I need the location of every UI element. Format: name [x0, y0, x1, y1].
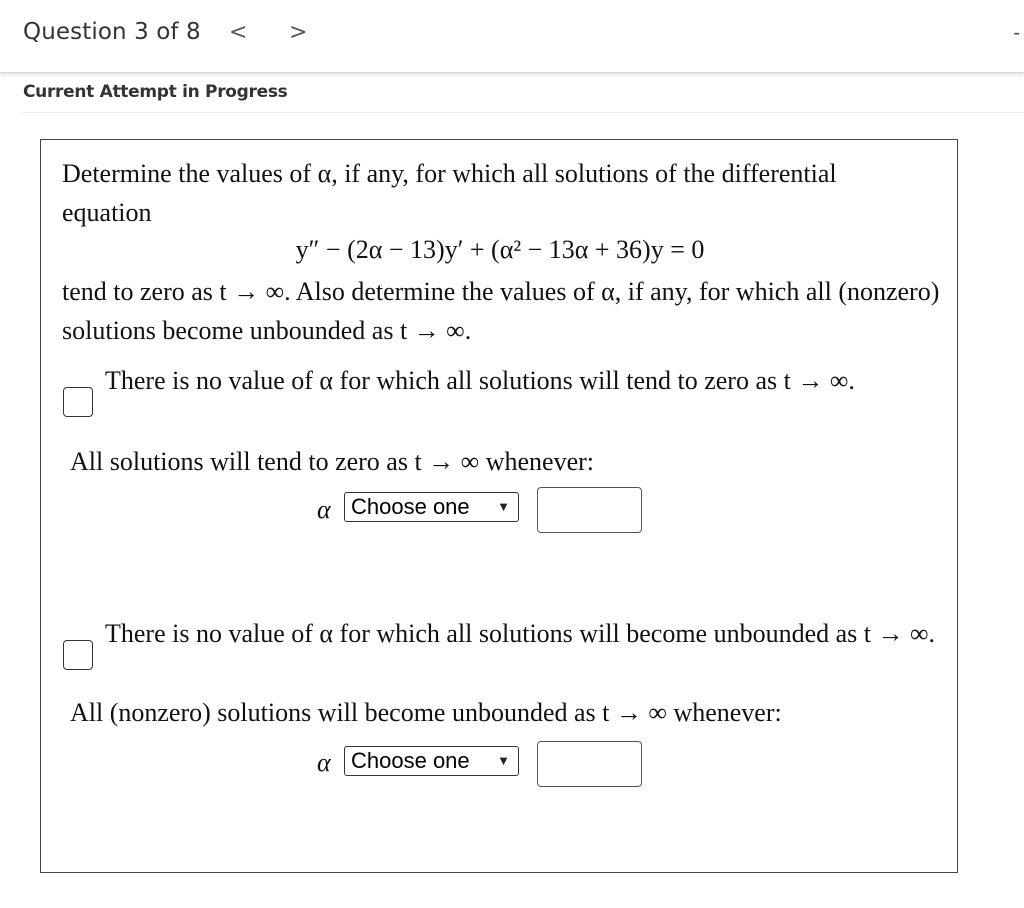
unbounded-relation-select[interactable]	[344, 746, 519, 776]
top-bar	[0, 0, 1024, 73]
no-value-unbounded-label: There is no value of α for which all solutions will become unbounded as t → ∞.	[105, 619, 936, 648]
no-value-zero-label: There is no value of α for which all solutions will tend to zero as t → ∞.	[105, 366, 855, 395]
differential-equation: y″ − (2α − 13)y′ + (α² − 13α + 36)y = 0	[295, 235, 705, 264]
zero-alpha-input[interactable]	[537, 487, 642, 533]
no-value-zero-checkbox[interactable]	[63, 387, 93, 417]
alpha-symbol: α	[317, 495, 331, 524]
unbounded-relation-select-value: Choose one	[351, 748, 470, 773]
question-box	[40, 139, 958, 873]
alpha-symbol: α	[317, 748, 331, 777]
tend-to-zero-condition: All solutions will tend to zero as t → ∞ whenever:	[70, 447, 594, 476]
unbounded-alpha-input[interactable]	[537, 741, 642, 787]
question-prompt-continued: tend to zero as t → ∞. Also determine the values of α, if any, for which all (nonzero) solutions become unbounded as t → ∞.	[62, 277, 940, 345]
unbounded-condition: All (nonzero) solutions will become unbounded as t → ∞ whenever:	[70, 698, 782, 727]
zero-relation-select[interactable]	[344, 492, 519, 522]
triangle-down-icon: ▼	[497, 753, 510, 768]
question-counter: Question 3 of 8	[23, 19, 201, 45]
no-value-unbounded-row	[61, 618, 941, 682]
question-prompt: Determine the values of α, if any, for which all solutions of the differential equation	[62, 159, 837, 227]
chevron-right-icon[interactable]: >	[289, 20, 308, 45]
divider	[22, 112, 1024, 113]
zero-relation-select-value: Choose one	[351, 494, 470, 519]
triangle-down-icon: ▼	[497, 499, 510, 514]
attempt-status: Current Attempt in Progress	[23, 82, 288, 102]
collapse-icon[interactable]: -	[1013, 22, 1020, 44]
no-value-zero-row	[61, 365, 941, 429]
no-value-unbounded-checkbox[interactable]	[63, 640, 93, 670]
chevron-left-icon[interactable]: <	[229, 20, 248, 45]
